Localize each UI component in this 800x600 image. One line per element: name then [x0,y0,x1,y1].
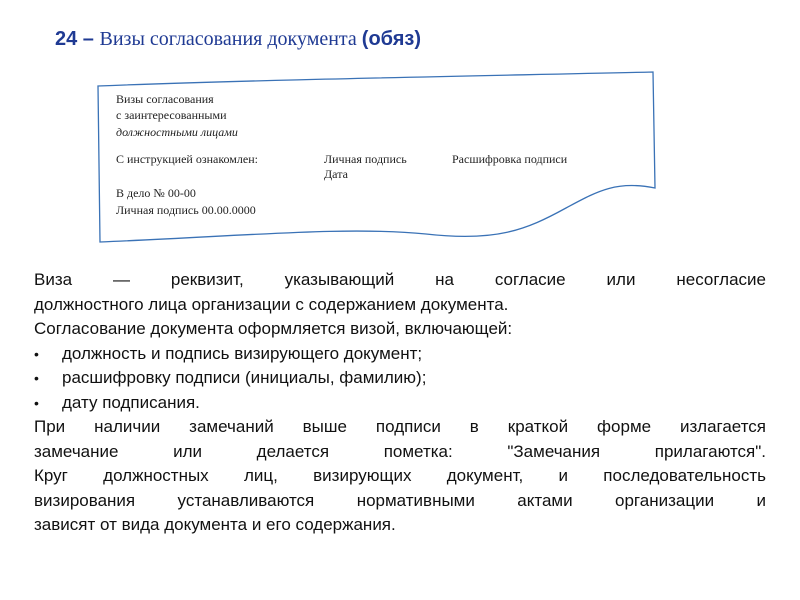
list-item-text: должность и подпись визирующего документ; [62,343,423,363]
p1-line2: должностного лица организации с содержанием документа. [34,294,509,314]
title-dash: – [77,28,100,50]
title-text: Визы согласования документа [99,28,362,50]
p1-line1: Виза — реквизит, указывающий на согласие или несогласие [34,270,766,289]
doc-date: Дата [324,167,348,181]
doc-personal-signature-date: Личная подпись 00.00.0000 [116,203,256,217]
bullet-dot: • [34,394,39,411]
title-number: 24 [55,28,78,50]
bullet-dot: • [34,370,39,386]
list-item [34,391,766,416]
list-item-text: дату подписания. [62,392,200,412]
body-text [34,268,766,538]
list-item-text: расшифровку подписи (инициалы, фамилию); [62,368,427,387]
sample-document-fragment [96,70,658,245]
slide-title [55,28,421,51]
doc-signature-decoding: Расшифровка подписи [452,152,568,166]
doc-line-1: Визы согласования [116,92,214,106]
list-item [34,342,766,367]
p4-line1: Круг должностных лиц, визирующих документ, и последовательность [34,466,766,485]
p3-line2: замечание или делается пометка: "Замечания прилагаются". [34,441,766,461]
list-item [34,366,766,391]
p2: Согласование документа оформляется визой, включающей: [34,319,513,338]
p3-line1: При наличии замечаний выше подписи в краткой форме излагается [34,417,766,436]
doc-acquainted: С инструкцией ознакомлен: [116,152,258,166]
doc-line-3: должностными лицами [116,125,238,139]
bullet-dot: • [34,345,39,362]
p4-line3: зависят от вида документа и его содержания. [34,515,396,534]
doc-to-file: В дело № 00-00 [116,186,196,200]
p4-line2: визирования устанавливаются нормативными актами организации и [34,490,766,510]
doc-line-2: с заинтересованными [116,108,227,122]
title-paren: (обяз) [361,28,422,50]
doc-personal-signature: Личная подпись [324,152,407,166]
